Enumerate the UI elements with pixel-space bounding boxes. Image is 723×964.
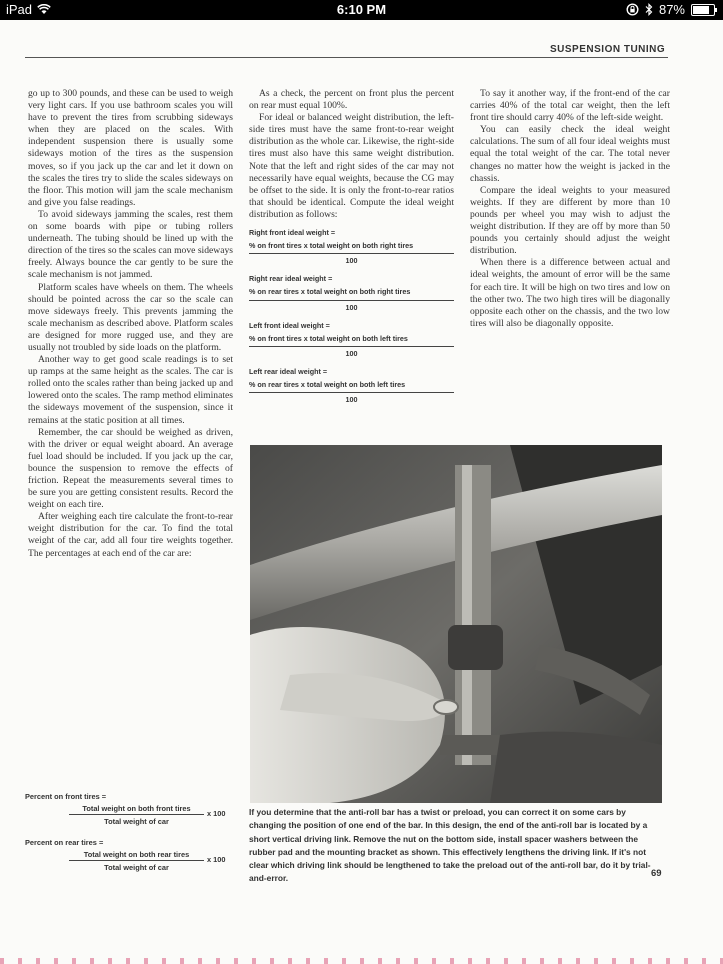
battery-icon <box>691 4 715 16</box>
formula-numerator: % on front tires x total weight on both right tires <box>249 240 454 254</box>
formula-numerator: Total weight on both rear tires <box>69 850 204 861</box>
lock-rotation-icon <box>626 3 639 16</box>
formula-denominator: Total weight of car <box>104 817 169 826</box>
status-bar <box>0 0 723 20</box>
paragraph: Another way to get good scale readings is to set up ramps at the same height as the scales. The car is rolled onto the scales rather than being jacked up and lowered onto the scales. The ramp method eliminates the sideways movement of the suspension, since it remains at the static position at all times. <box>28 354 233 426</box>
page-number: 69 <box>651 868 662 879</box>
paragraph: For ideal or balanced weight distribution, the left-side tires must have the same front-to-rear weight distribution as the whole car. Likewise, the right-side tires must also have this same weight distribution. Note that the left and right sides of the car may not necessarily have equal weights, because the CG may be offset to the side. It is only the front-to-rear ratios that should be identical. Compute the ideal weight distribution as follows: <box>249 112 454 220</box>
paragraph: When there is a difference between actual and ideal weights, the amount of error will be the same for each tire. It will be high on two tires and low on the other two. The two high tires will be diagonally opposite each other on the chassis, and the two low tires will also be diagonally opposite. <box>470 257 670 329</box>
formula-multiplier: x 100 <box>207 855 226 864</box>
formula-denominator: Total weight of car <box>104 863 169 872</box>
device-name: iPad <box>6 2 33 17</box>
battery-percent: 87% <box>658 2 685 17</box>
formula-numerator: Total weight on both front tires <box>69 804 204 815</box>
paragraph: You can easily check the ideal weight calculations. The sum of all four ideal weights must equal the total weight of the car. The total never changes no matter how the weight is jacked in the chassis. <box>470 124 670 184</box>
formula-label: Right front ideal weight = <box>249 228 336 238</box>
paragraph: Platform scales have wheels on them. The wheels should be pointed across the car so the scale can move sideways freely. This prevents jamming the scale mechanism as described above. Platform scales are designed for more rugged use, and they are usually not troubled by side loads on the platform. <box>28 281 233 353</box>
percent-formulas <box>25 792 235 884</box>
formula-denominator: 100 <box>345 395 358 405</box>
formula-front <box>25 792 235 838</box>
column-1 <box>28 88 233 560</box>
formula-multiplier: x 100 <box>207 809 226 818</box>
formula-label: Left rear ideal weight = <box>249 366 328 376</box>
photo-illustration <box>250 445 662 803</box>
clock: 6:10 PM <box>336 2 387 17</box>
formula-numerator: % on front tires x total weight on both left tires <box>249 333 454 347</box>
ideal-formula <box>249 320 454 360</box>
formula-label: Right rear ideal weight = <box>249 274 333 284</box>
paragraph: go up to 300 pounds, and these can be used to weigh very light cars. If you use bathroom scales you will have to prevent the tires from scrubbing sideways when they are placed on the scales. With independent suspension there is usually some sideways motion of the tires as the suspension moves, so if you jack up the car and let it down on the scales the tires try to slide the scales sideways on the floor. This motion will jam the scale mechanism and give you false readings. <box>28 88 233 208</box>
paragraph: To say it another way, if the front-end of the car carries 40% of the total car weight, then the left front tire should carry 40% of the left-side weight. <box>470 88 670 124</box>
anti-roll-bar-photo <box>250 445 662 803</box>
paragraph: After weighing each tire calculate the front-to-rear weight distribution for the car. To find the total weight of the car, add all four tire weights together. The percentages at each end of the car are: <box>28 511 233 559</box>
photo-caption: If you determine that the anti-roll bar has a twist or preload, you can correct it on some cars by changing the position of one end of the bar. In this design, the end of the anti-roll bar is located by a short vertical driving link. Remove the nut on the bottom side, install spacer washers between the rubber pad and the mounting bracket as shown. This effectively lengthens the driving link. If it's not clear which driving link should be lengthened to take the preload out of the anti-roll bar, do it by trial-and-error. <box>249 807 651 884</box>
formula-numerator: % on rear tires x total weight on both right tires <box>249 286 454 300</box>
ideal-formula <box>249 227 454 267</box>
formula-label: Percent on rear tires = <box>25 838 104 847</box>
formula-rear <box>25 838 235 884</box>
ideal-formula <box>249 273 454 313</box>
paragraph: As a check, the percent on front plus the percent on rear must equal 100%. <box>249 88 454 112</box>
bottom-dotted-border <box>0 958 723 964</box>
formula-label: Left front ideal weight = <box>249 320 330 330</box>
bluetooth-icon <box>645 3 653 16</box>
formula-denominator: 100 <box>345 256 358 266</box>
formula-denominator: 100 <box>345 348 358 358</box>
formula-numerator: % on rear tires x total weight on both left tires <box>249 379 454 393</box>
column-2 <box>249 88 454 406</box>
paragraph: Compare the ideal weights to your measured weights. If they are different by more than 10 pounds per wheel you may wish to adjust the weight distribution. If they are off by more than 50 pounds you certainly should adjust the weight distribution. <box>470 184 670 257</box>
paragraph: To avoid sideways jamming the scales, rest them on some boards with pipe or tubing rollers underneath. The tubing should be lined up with the direction of the tires so the scales can move sideways freely. Always bounce the car gently to be sure the scale mechanism is not jammed. <box>28 208 233 281</box>
formula-label: Percent on front tires = <box>25 792 107 801</box>
section-header: SUSPENSION TUNING <box>550 44 666 55</box>
paragraph: Remember, the car should be weighed as driven, with the driver or equal weight aboard. An average fuel load should be included. If you jack up the car, bounce the suspension to remove the effects of friction. Repeat the measurements several times to be sure you are getting consistent results. Record the weight on each tire. <box>28 426 233 511</box>
formula-denominator: 100 <box>345 302 358 312</box>
header-rule <box>25 57 668 58</box>
column-3 <box>470 88 670 330</box>
ideal-formula <box>249 366 454 406</box>
